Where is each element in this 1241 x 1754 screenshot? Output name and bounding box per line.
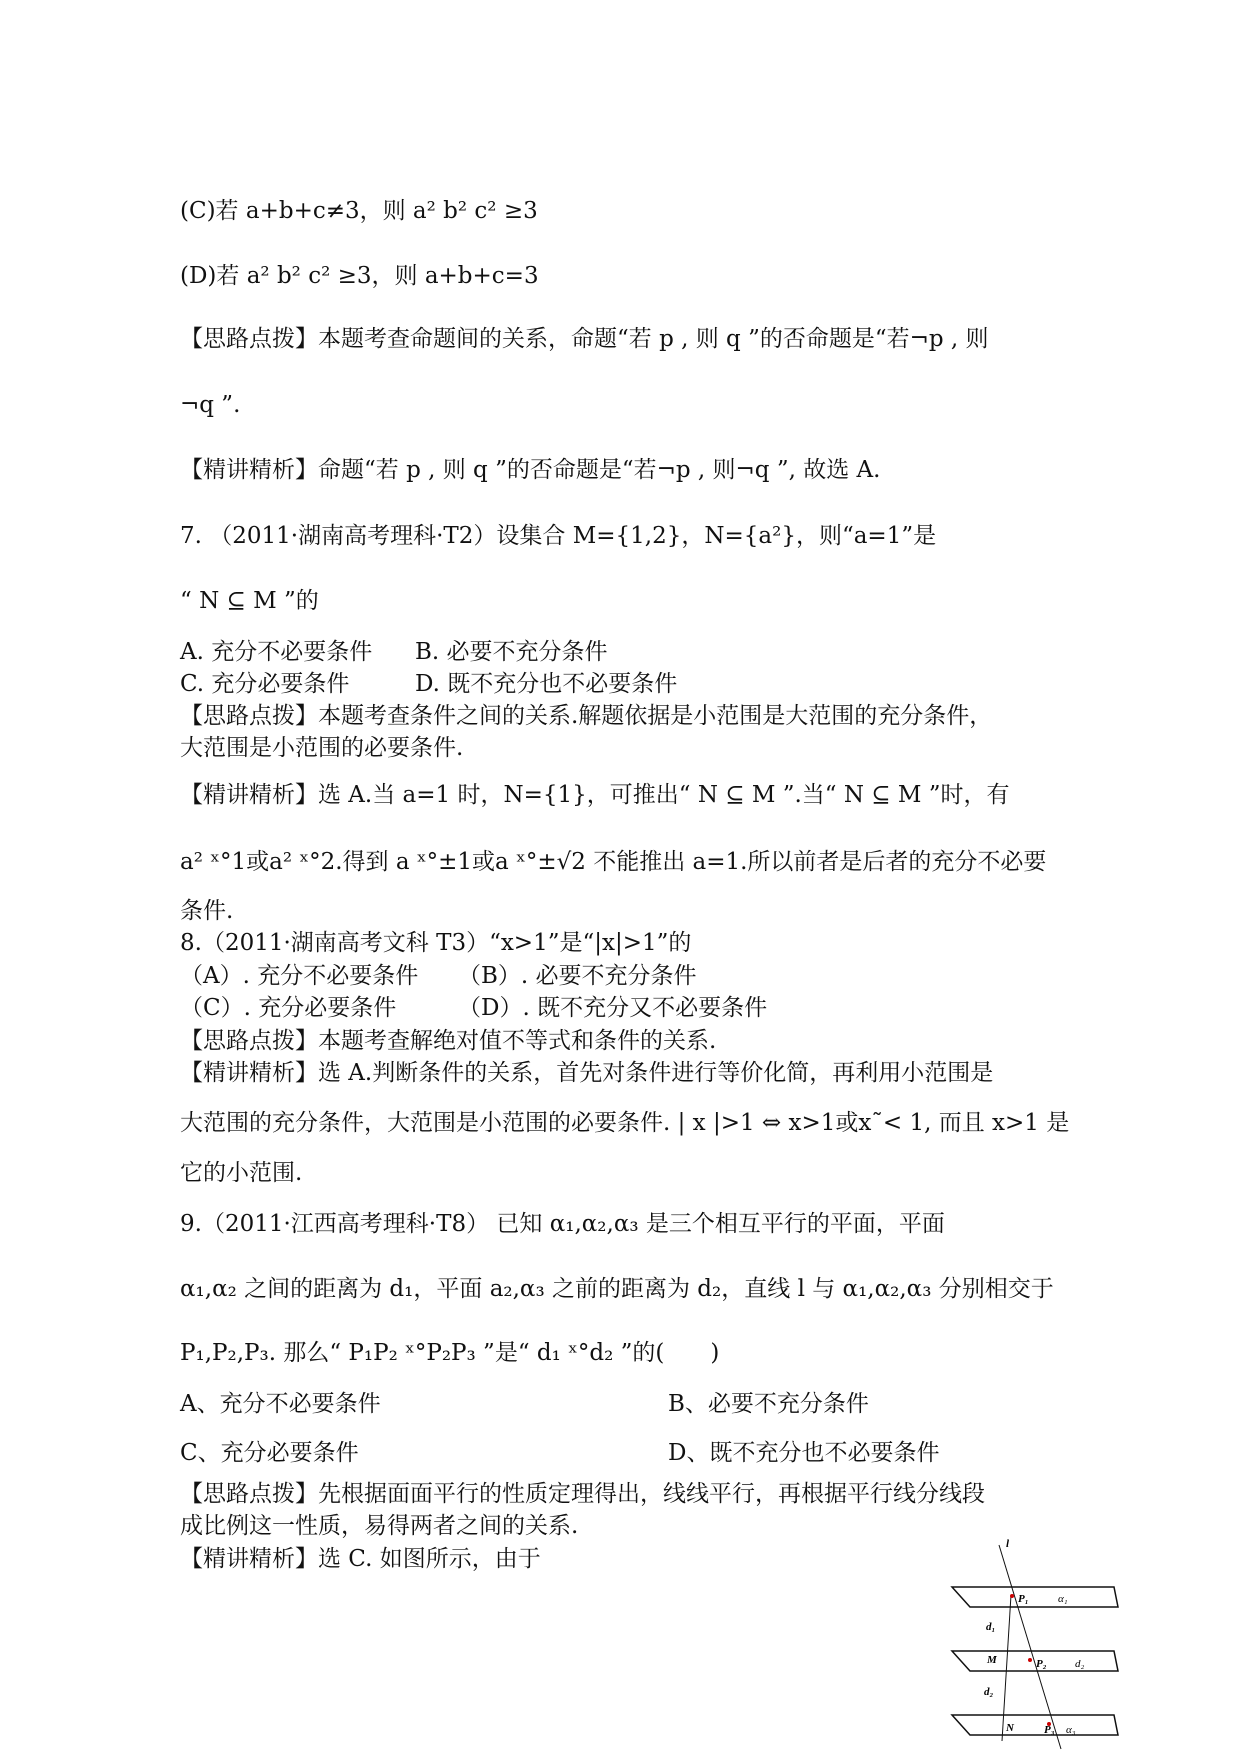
q7-hint-line2: 大范围是小范围的必要条件. (180, 735, 464, 761)
q9-options-row1 (180, 1389, 1070, 1419)
q6-analysis: 【精讲精析】命题“若 p , 则 q ”的否命题是“若¬p , 则¬q ”, 故选 A. (180, 457, 881, 483)
q8-stem: 8.（2011·湖南高考文科 T3）“x>1”是“|x|>1”的 (180, 930, 692, 956)
figure-label-p2: P₂ (1036, 1658, 1047, 1670)
figure-label-d2-plane: d₂ (1075, 1658, 1085, 1670)
q8-hint: 【思路点拨】本题考查解绝对值不等式和条件的关系. (180, 1028, 717, 1054)
figure-label-d2: d₂ (984, 1686, 994, 1698)
figure-label-a1: α₁ (1058, 1593, 1068, 1605)
q8-analysis-line3: 它的小范围. (180, 1160, 303, 1186)
q8-options-row1 (180, 961, 1070, 991)
q9-stem-line2: α₁,α₂ 之间的距离为 d₁，平面 a₂,α₃ 之前的距离为 d₂，直线 l 与 α₁,α₂,α₃ 分别相交于 (180, 1276, 1054, 1302)
q7-options-row1 (180, 637, 1070, 667)
q7-options-row2 (180, 669, 1070, 699)
point-p2 (1028, 1658, 1032, 1662)
q9-analysis: 【精讲精析】选 C. 如图所示，由于 (180, 1546, 541, 1572)
q8-option-d: （D）. 既不充分又不必要条件 (458, 995, 768, 1021)
q6-option-c: (C)若 a+b+c≠3，则 a² b² c² ≥3 (180, 198, 538, 224)
q9-option-a: A、充分不必要条件 (180, 1391, 381, 1417)
q8-option-a: （A）. 充分不必要条件 (180, 963, 419, 989)
figure-label-d1: d₁ (986, 1621, 996, 1633)
q8-option-c: （C）. 充分必要条件 (180, 995, 397, 1021)
q6-hint-line2: ¬q ”. (180, 392, 241, 418)
figure-label-a3: α₃ (1066, 1724, 1076, 1736)
q9-hint-line1: 【思路点拨】先根据面面平行的性质定理得出，线线平行，再根据平行线分线段 (180, 1481, 985, 1507)
q7-option-d: D. 既不充分也不必要条件 (415, 671, 678, 697)
q8-option-b: （B）. 必要不充分条件 (458, 963, 697, 989)
q7-analysis-line1: 【精讲精析】选 A.当 a=1 时，N={1}，可推出“ N ⊆ M ”.当“ N ⊆ M ”时，有 (180, 782, 1010, 808)
plane-alpha3 (952, 1715, 1118, 1735)
parallel-planes-figure (940, 1505, 1140, 1754)
figure-label-l: l (1006, 1538, 1010, 1550)
q7-option-b: B. 必要不充分条件 (415, 639, 608, 665)
q7-option-a: A. 充分不必要条件 (180, 639, 373, 665)
q7-stem-line2: “ N ⊆ M ”的 (180, 588, 319, 614)
q9-option-d: D、既不充分也不必要条件 (668, 1440, 940, 1466)
q8-analysis-line2: 大范围的充分条件，大范围是小范围的必要条件. | x |>1 ⇔ x>1或x˜< 1, 而且 x>1 是 (180, 1110, 1070, 1136)
q8-analysis-line1: 【精讲精析】选 A.判断条件的关系，首先对条件进行等价化简，再利用小范围是 (180, 1060, 994, 1086)
line-mn (1002, 1595, 1011, 1741)
q7-hint-line1: 【思路点拨】本题考查条件之间的关系.解题依据是小范围是大范围的充分条件， (180, 703, 993, 729)
q8-options-row2 (180, 993, 1070, 1023)
point-p1 (1010, 1594, 1014, 1598)
q9-stem-line3: P₁,P₂,P₃. 那么“ P₁P₂ ˣ°P₂P₃ ”是“ d₁ ˣ°d₂ ”的( ) (180, 1340, 720, 1366)
q6-option-d: (D)若 a² b² c² ≥3，则 a+b+c=3 (180, 263, 539, 289)
figure-label-n: N (1006, 1722, 1014, 1734)
q9-option-c: C、充分必要条件 (180, 1440, 359, 1466)
q9-hint-line2: 成比例这一性质，易得两者之间的关系. (180, 1513, 579, 1539)
plane-alpha2 (952, 1651, 1118, 1671)
q7-analysis-line3: 条件. (180, 898, 234, 924)
q9-stem-line1: 9.（2011·江西高考理科·T8） 已知 α₁,α₂,α₃ 是三个相互平行的平面，平面 (180, 1211, 945, 1237)
figure-label-p3: P₃ (1044, 1724, 1055, 1736)
figure-label-m: M (987, 1654, 997, 1666)
plane-alpha1 (952, 1587, 1118, 1607)
figure-label-p1: P₁ (1018, 1593, 1029, 1605)
q9-options-row2 (180, 1438, 1070, 1468)
q7-analysis-line2: a² ˣ°1或a² ˣ°2.得到 a ˣ°±1或a ˣ°±√2 不能推出 a=1.所以前者是后者的充分不必要 (180, 849, 1047, 875)
q7-option-c: C. 充分必要条件 (180, 671, 350, 697)
q7-stem-line1: 7. （2011·湖南高考理科·T2）设集合 M={1,2}，N={a²}，则“a=1”是 (180, 523, 937, 549)
q6-hint-line1: 【思路点拨】本题考查命题间的关系，命题“若 p , 则 q ”的否命题是“若¬p , 则 (180, 326, 989, 352)
q9-option-b: B、必要不充分条件 (668, 1391, 869, 1417)
line-l (999, 1545, 1061, 1749)
